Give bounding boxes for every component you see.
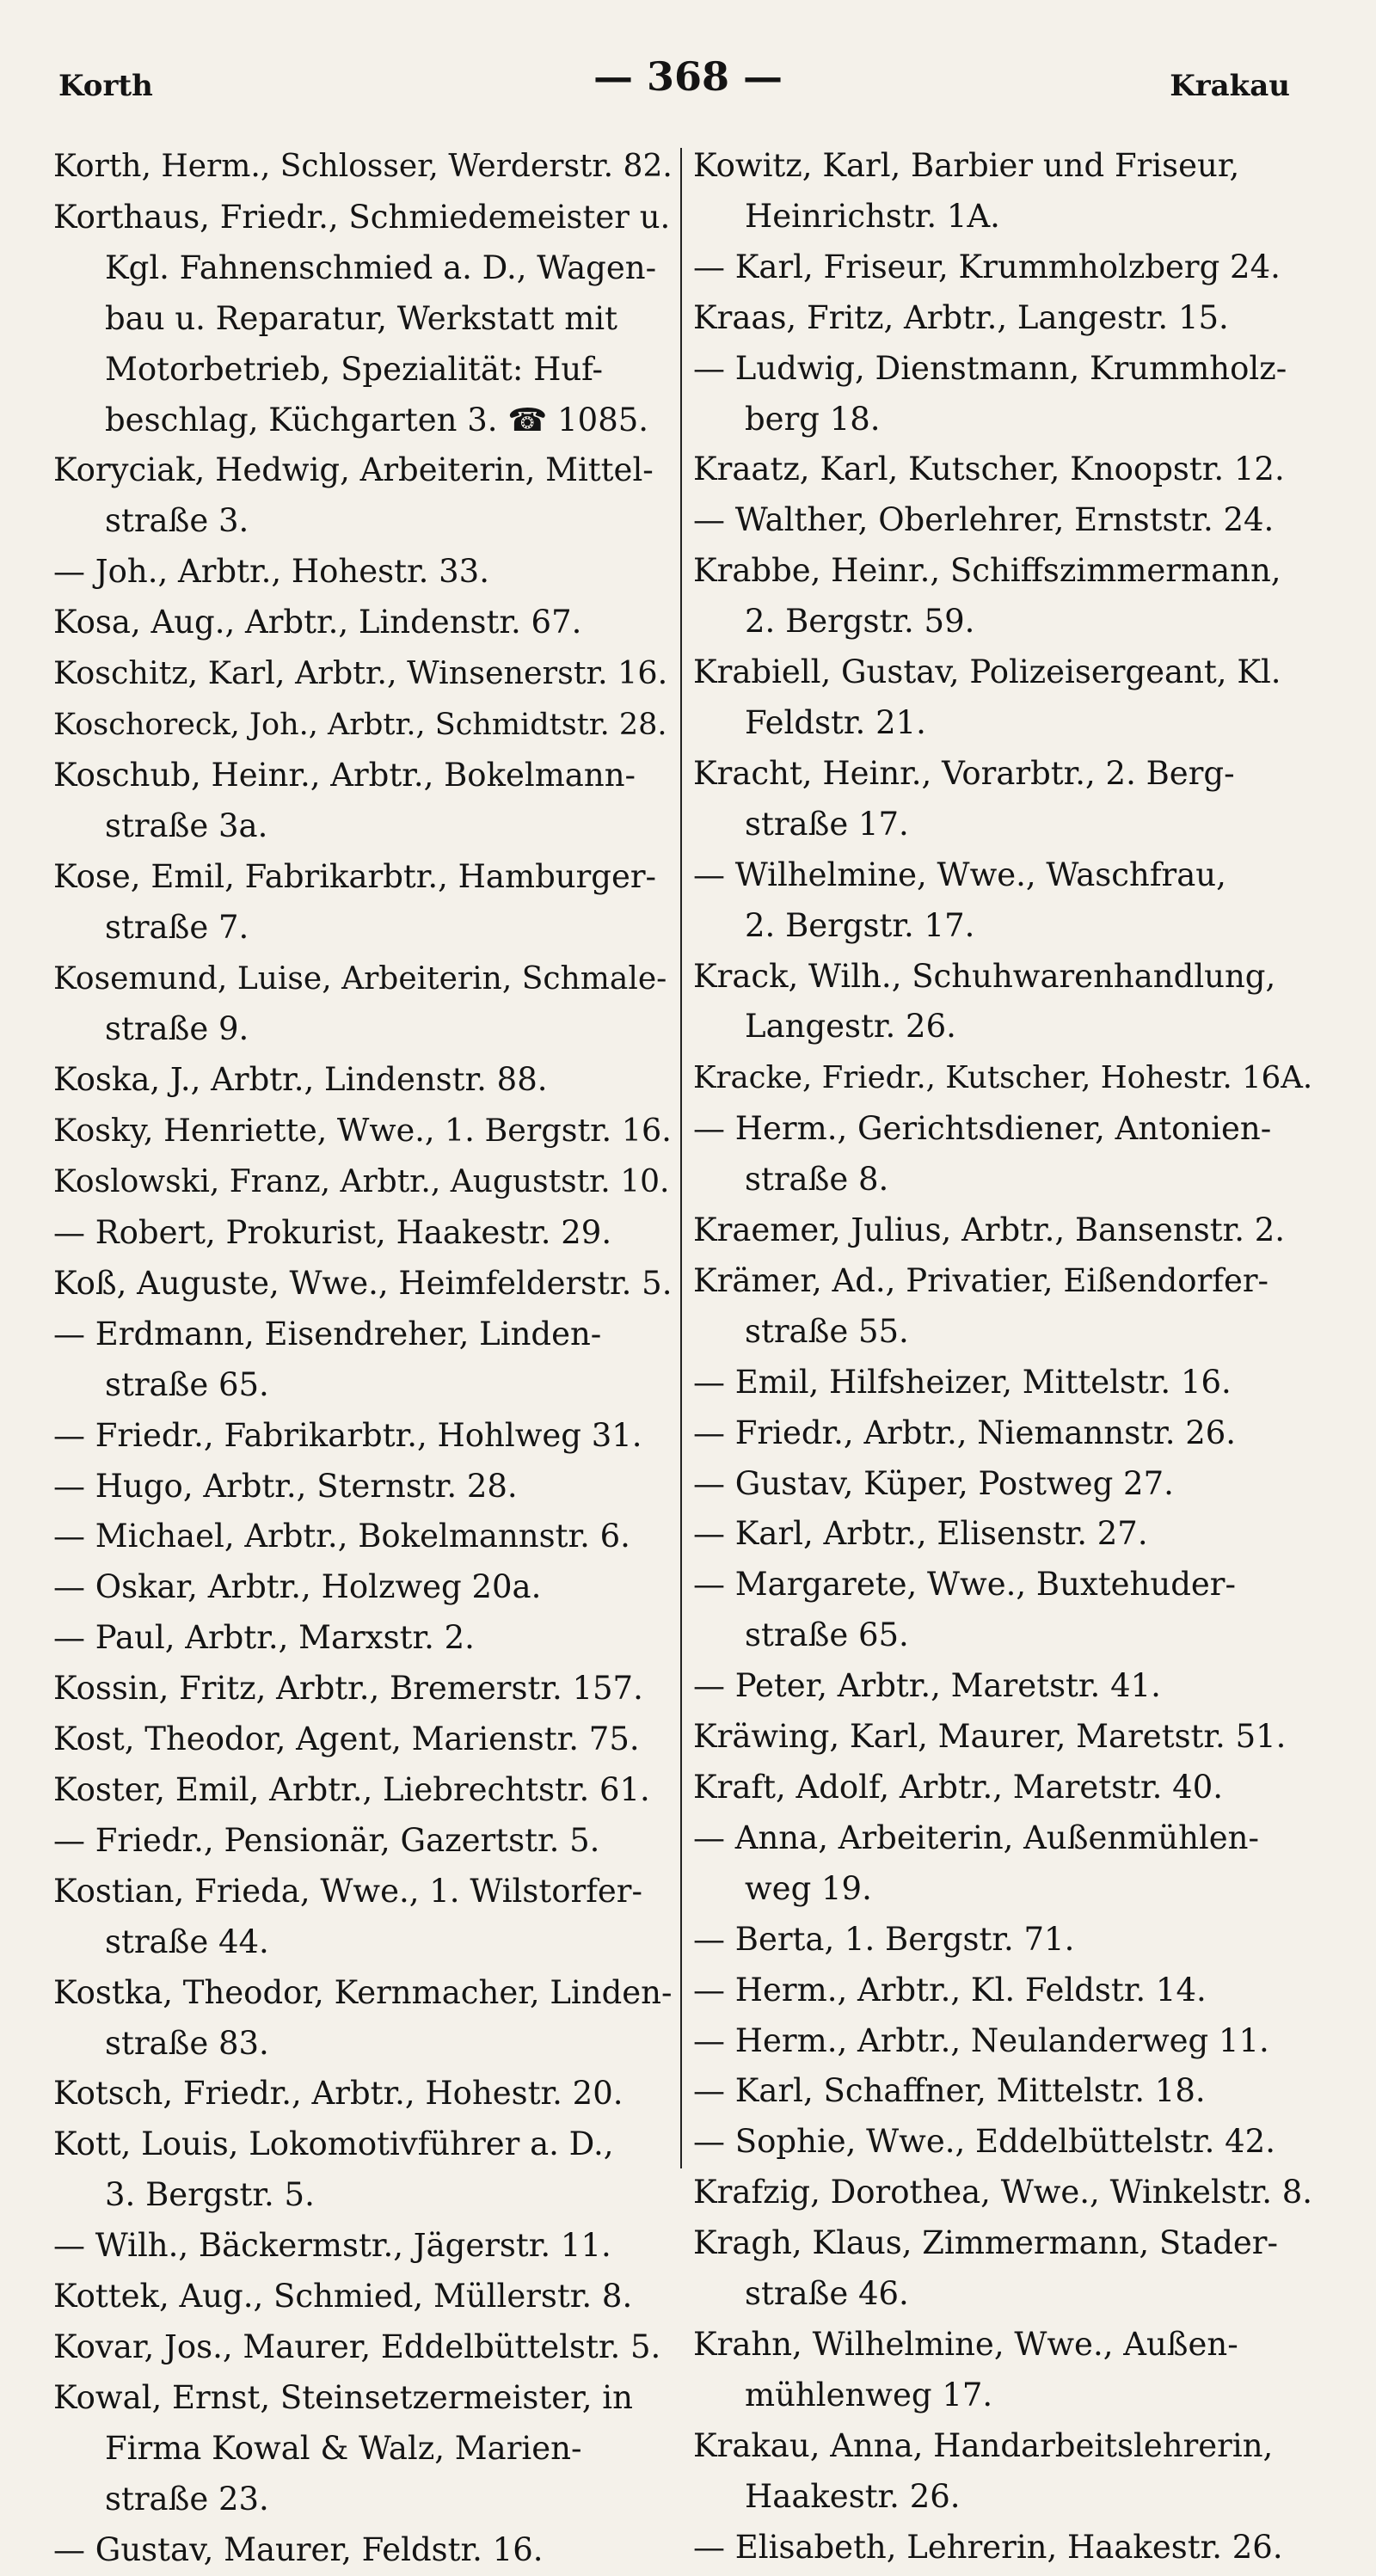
entry-continuation-line: straße 23. bbox=[105, 2480, 269, 2518]
entry-line: Krabiell, Gustav, Polizeisergeant, Kl. bbox=[693, 653, 1281, 691]
entry-line: Koß, Auguste, Wwe., Heimfelderstr. 5. bbox=[53, 1264, 673, 1302]
entry-line: Kracht, Heinr., Vorarbtr., 2. Berg- bbox=[693, 754, 1235, 792]
entry-line: — Berta, 1. Bergstr. 71. bbox=[693, 1920, 1075, 1958]
entry-line: Koschub, Heinr., Arbtr., Bokelmann- bbox=[53, 756, 636, 794]
entry-line: Krafzig, Dorothea, Wwe., Winkelstr. 8. bbox=[693, 2174, 1313, 2211]
entry-line: Kott, Louis, Lokomotivführer a. D., bbox=[53, 2125, 614, 2163]
entry-continuation-line: 2. Bergstr. 17. bbox=[745, 906, 975, 944]
entry-line: — Gustav, Maurer, Feldstr. 16. bbox=[53, 2530, 544, 2568]
entry-line: Korth, Herm., Schlosser, Werderstr. 82. bbox=[53, 149, 673, 184]
entry-line: Koslowski, Franz, Arbtr., Auguststr. 10. bbox=[53, 1164, 670, 1200]
entry-line: Kracke, Friedr., Kutscher, Hohestr. 16A. bbox=[693, 1060, 1313, 1096]
column-divider bbox=[680, 148, 682, 2168]
entry-continuation-line: straße 9. bbox=[105, 1010, 249, 1048]
entry-line: Kostian, Frieda, Wwe., 1. Wilstorfer- bbox=[53, 1872, 642, 1910]
header-left-keyword: Korth bbox=[58, 69, 153, 103]
entry-line: — Sophie, Wwe., Eddelbüttelstr. 42. bbox=[693, 2123, 1275, 2161]
entry-continuation-line: straße 3a. bbox=[105, 807, 268, 844]
entry-line: Kose, Emil, Fabrikarbtr., Hamburger- bbox=[53, 857, 657, 895]
entry-continuation-line: berg 18. bbox=[745, 400, 881, 438]
entry-line: Kost, Theodor, Agent, Marienstr. 75. bbox=[53, 1720, 640, 1758]
page-header bbox=[0, 0, 1376, 150]
entry-line: Kottek, Aug., Schmied, Müllerstr. 8. bbox=[53, 2278, 633, 2315]
entry-continuation-line: straße 46. bbox=[745, 2275, 909, 2313]
entry-continuation-line: straße 8. bbox=[745, 1161, 889, 1199]
entry-line: Krakau, Anna, Handarbeitslehrerin, bbox=[693, 2426, 1274, 2464]
entry-line: Koschitz, Karl, Arbtr., Winsenerstr. 16. bbox=[53, 654, 668, 692]
entry-line: — Friedr., Fabrikarbtr., Hohlweg 31. bbox=[53, 1416, 642, 1454]
entry-line: Koryciak, Hedwig, Arbeiterin, Mittel- bbox=[53, 451, 654, 489]
entry-line: — Anna, Arbeiterin, Außenmühlen- bbox=[693, 1819, 1259, 1856]
entry-line: — Friedr., Arbtr., Niemannstr. 26. bbox=[693, 1414, 1237, 1451]
entry-line: Koska, J., Arbtr., Lindenstr. 88. bbox=[53, 1061, 548, 1099]
entry-line: — Herm., Arbtr., Kl. Feldstr. 14. bbox=[693, 1971, 1207, 2009]
entry-continuation-line: straße 65. bbox=[105, 1365, 269, 1403]
right-column bbox=[693, 141, 1314, 2573]
entry-continuation-line: straße 83. bbox=[105, 2024, 269, 2062]
entry-line: — Emil, Hilfsheizer, Mittelstr. 16. bbox=[693, 1363, 1232, 1401]
entry-line: — Walther, Oberlehrer, Ernststr. 24. bbox=[693, 501, 1275, 539]
entry-line: Krahn, Wilhelmine, Wwe., Außen- bbox=[693, 2325, 1238, 2363]
entry-line: Kosa, Aug., Arbtr., Lindenstr. 67. bbox=[53, 604, 582, 641]
entry-line: — Herm., Arbtr., Neulanderweg 11. bbox=[693, 2021, 1269, 2059]
entry-line: — Joh., Arbtr., Hohestr. 33. bbox=[53, 553, 489, 591]
entry-continuation-line: straße 65. bbox=[745, 1616, 909, 1654]
entry-line: Kragh, Klaus, Zimmermann, Stader- bbox=[693, 2224, 1278, 2262]
entry-line: Kostka, Theodor, Kernmacher, Linden- bbox=[53, 1973, 673, 2011]
entry-continuation-line: Kgl. Fahnenschmied a. D., Wagen- bbox=[105, 248, 657, 286]
entry-line: — Elisabeth, Lehrerin, Haakestr. 26. bbox=[693, 2528, 1283, 2566]
page-number: — 368 — bbox=[593, 53, 783, 100]
entry-continuation-line: bau u. Reparatur, Werkstatt mit bbox=[105, 299, 617, 337]
entry-continuation-line: beschlag, Küchgarten 3. ☎ 1085. bbox=[105, 401, 649, 439]
entry-line: — Paul, Arbtr., Marxstr. 2. bbox=[53, 1619, 475, 1657]
entry-continuation-line: straße 55. bbox=[745, 1312, 909, 1350]
entry-line: Krabbe, Heinr., Schiffszimmermann, bbox=[693, 552, 1281, 590]
entry-line: — Oskar, Arbtr., Holzweg 20a. bbox=[53, 1568, 542, 1606]
header-right-keyword: Krakau bbox=[1170, 69, 1290, 103]
left-column bbox=[53, 141, 674, 2576]
entry-line: Kraatz, Karl, Kutscher, Knoopstr. 12. bbox=[693, 451, 1285, 488]
entry-continuation-line: straße 7. bbox=[105, 908, 249, 946]
entry-line: — Friedr., Pensionär, Gazertstr. 5. bbox=[53, 1821, 600, 1859]
entry-line: Koster, Emil, Arbtr., Liebrechtstr. 61. bbox=[53, 1771, 650, 1808]
entry-line: Kraemer, Julius, Arbtr., Bansenstr. 2. bbox=[693, 1211, 1286, 1249]
entry-line: Kosemund, Luise, Arbeiterin, Schmale- bbox=[53, 960, 667, 997]
entry-line: Kosky, Henriette, Wwe., 1. Bergstr. 16. bbox=[53, 1112, 672, 1150]
entry-line: Kowitz, Karl, Barbier und Friseur, bbox=[693, 147, 1240, 184]
entry-continuation-line: straße 17. bbox=[745, 805, 909, 843]
entry-line: Krämer, Ad., Privatier, Eißendorfer- bbox=[693, 1261, 1269, 1299]
entry-line: — Karl, Schaffner, Mittelstr. 18. bbox=[693, 2072, 1206, 2110]
entry-line: — Michael, Arbtr., Bokelmannstr. 6. bbox=[53, 1518, 630, 1555]
entry-line: — Wilh., Bäckermstr., Jägerstr. 11. bbox=[53, 2227, 611, 2265]
entry-line: Kossin, Fritz, Arbtr., Bremerstr. 157. bbox=[53, 1670, 643, 1708]
entry-continuation-line: Feldstr. 21. bbox=[745, 703, 926, 741]
entry-continuation-line: Heinrichstr. 1A. bbox=[745, 197, 1000, 235]
entry-line: — Herm., Gerichtsdiener, Antonien- bbox=[693, 1110, 1272, 1148]
entry-line: Krack, Wilh., Schuhwarenhandlung, bbox=[693, 957, 1276, 995]
entry-line: — Karl, Friseur, Krummholzberg 24. bbox=[693, 248, 1281, 285]
entry-line: Kotsch, Friedr., Arbtr., Hohestr. 20. bbox=[53, 2075, 624, 2113]
entry-continuation-line: 2. Bergstr. 59. bbox=[745, 603, 975, 641]
entry-line: — Wilhelmine, Wwe., Waschfrau, bbox=[693, 856, 1226, 893]
entry-line: Kowal, Ernst, Steinsetzermeister, in bbox=[53, 2378, 633, 2416]
entry-line: — Peter, Arbtr., Maretstr. 41. bbox=[693, 1667, 1161, 1705]
entry-continuation-line: Firma Kowal & Walz, Marien- bbox=[105, 2429, 582, 2467]
entry-line: Kraft, Adolf, Arbtr., Maretstr. 40. bbox=[693, 1769, 1223, 1806]
entry-line: Korthaus, Friedr., Schmiedemeister u. bbox=[53, 198, 671, 236]
entry-continuation-line: weg 19. bbox=[745, 1869, 872, 1907]
entry-continuation-line: straße 3. bbox=[105, 502, 249, 540]
entry-continuation-line: straße 44. bbox=[105, 1923, 269, 1960]
entry-line: — Ludwig, Dienstmann, Krummholz- bbox=[693, 349, 1287, 387]
entry-line: — Hugo, Arbtr., Sternstr. 28. bbox=[53, 1467, 518, 1505]
entry-line: — Margarete, Wwe., Buxtehuder- bbox=[693, 1566, 1236, 1604]
entry-continuation-line: 3. Bergstr. 5. bbox=[105, 2176, 315, 2214]
entry-line: Kovar, Jos., Maurer, Eddelbüttelstr. 5. bbox=[53, 2328, 661, 2365]
entry-line: Koschoreck, Joh., Arbtr., Schmidtstr. 28. bbox=[53, 707, 667, 742]
entry-continuation-line: Motorbetrieb, Spezialität: Huf- bbox=[105, 350, 604, 388]
entry-line: Kraas, Fritz, Arbtr., Langestr. 15. bbox=[693, 298, 1229, 336]
entry-line: Kräwing, Karl, Maurer, Maretstr. 51. bbox=[693, 1718, 1287, 1756]
entry-line: — Robert, Prokurist, Haakestr. 29. bbox=[53, 1214, 612, 1252]
entry-line: — Gustav, Küper, Postweg 27. bbox=[693, 1464, 1174, 1502]
entry-continuation-line: Langestr. 26. bbox=[745, 1008, 956, 1046]
entry-continuation-line: mühlenweg 17. bbox=[745, 2376, 993, 2413]
entry-continuation-line: Haakestr. 26. bbox=[745, 2477, 961, 2515]
entry-line: — Karl, Arbtr., Elisenstr. 27. bbox=[693, 1515, 1148, 1553]
entry-line: — Erdmann, Eisendreher, Linden- bbox=[53, 1315, 602, 1352]
